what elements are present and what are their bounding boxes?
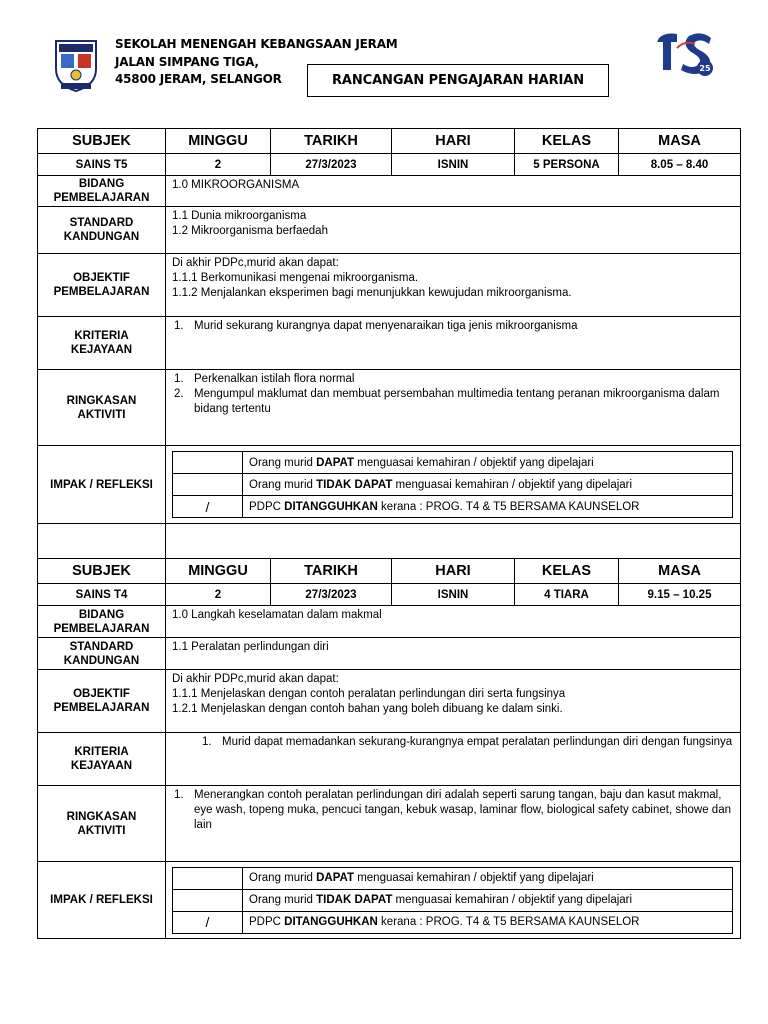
kriteria-row (38, 733, 741, 786)
svg-text:25: 25 (699, 64, 711, 73)
reflection-mark (173, 474, 243, 496)
hari-value: ISNIN (392, 154, 515, 176)
header-hari: HARI (392, 559, 515, 584)
kriteria-label: KRITERIA KEJAYAAN (38, 317, 166, 370)
impak-label: IMPAK / REFLEKSI (38, 862, 166, 939)
school-address-line: 45800 JERAM, SELANGOR (115, 72, 282, 86)
standard-row (38, 638, 741, 670)
reflection-dapat: Orang murid DAPAT menguasai kemahiran / objektif yang dipelajari (243, 867, 733, 889)
reflection-ditangguhkan: PDPC DITANGGUHKAN kerana : PROG. T4 & T5 BERSAMA KAUNSELOR (243, 496, 733, 518)
kelas-value: 4 TIARA (515, 584, 619, 606)
lesson-info-row (38, 154, 741, 176)
ringkasan-label: RINGKASAN AKTIVITI (38, 370, 166, 446)
header-tarikh: TARIKH (271, 129, 392, 154)
kriteria-content (166, 317, 741, 370)
standard-content: 1.1 Peralatan perlindungan diri (166, 638, 741, 670)
bidang-row (38, 606, 741, 638)
kelas-value: 5 PERSONA (515, 154, 619, 176)
lesson-plan-table (37, 128, 741, 939)
school-address-line: JALAN SIMPANG TIGA, (115, 54, 259, 69)
header-kelas: KELAS (515, 559, 619, 584)
header-minggu: MINGGU (166, 559, 271, 584)
list-item: 2. Mengumpul maklumat dan membuat persembahan multimedia tentang peranan mikroorganisma dalam bidang tertentu (174, 388, 720, 415)
school-name: SEKOLAH MENENGAH KEBANGSAAN JERAM (115, 37, 398, 51)
ringkasan-row (38, 370, 741, 446)
standard-label: STANDARD KANDUNGAN (38, 638, 166, 670)
header-minggu: MINGGU (166, 129, 271, 154)
header-kelas: KELAS (515, 129, 619, 154)
impak-row (38, 862, 741, 939)
header-subjek: SUBJEK (38, 129, 166, 154)
ringkasan-label: RINGKASAN AKTIVITI (38, 786, 166, 862)
hari-value: ISNIN (392, 584, 515, 606)
kriteria-content (166, 733, 741, 786)
impak-label: IMPAK / REFLEKSI (38, 446, 166, 524)
reflection-mark (173, 867, 243, 889)
minggu-value: 2 (166, 154, 271, 176)
tarikh-value: 27/3/2023 (271, 584, 392, 606)
masa-value: 8.05 – 8.40 (619, 154, 741, 176)
objektif-content: Di akhir PDPc,murid akan dapat: 1.1.1 Berkomunikasi mengenai mikroorganisma. 1.1.2 Menjalankan eksperimen bagi menunjukkan kewujudan mikroorganisma. (166, 254, 741, 317)
objektif-label: OBJEKTIF PEMBELAJARAN (38, 254, 166, 317)
impak-content (166, 446, 741, 524)
lesson-info-row (38, 584, 741, 606)
kriteria-label: KRITERIA KEJAYAAN (38, 733, 166, 786)
bidang-label: BIDANG PEMBELAJARAN (38, 606, 166, 638)
impak-content (166, 862, 741, 939)
list-item: 1. Murid sekurang kurangnya dapat menyenaraikan tiga jenis mikroorganisma (174, 320, 578, 332)
reflection-dapat: Orang murid DAPAT menguasai kemahiran / objektif yang dipelajari (243, 452, 733, 474)
tarikh-value: 27/3/2023 (271, 154, 392, 176)
reflection-tidak-dapat: Orang murid TIDAK DAPAT menguasai kemahiran / objektif yang dipelajari (243, 474, 733, 496)
school-crest-logo (53, 39, 99, 93)
subjek-value: SAINS T4 (38, 584, 166, 606)
bidang-label: BIDANG PEMBELAJARAN (38, 176, 166, 207)
reflection-mark: / (173, 911, 243, 933)
bidang-row (38, 176, 741, 207)
bidang-content: 1.0 MIKROORGANISMA (166, 176, 741, 207)
header-tarikh: TARIKH (271, 559, 392, 584)
reflection-mark (173, 889, 243, 911)
list-item: 1. Perkenalkan istilah flora normal (174, 373, 355, 385)
ringkasan-row (38, 786, 741, 862)
header-masa: MASA (619, 559, 741, 584)
objektif-row (38, 254, 741, 317)
list-item: 1. Murid dapat memadankan sekurang-kurangnya empat peralatan perlindungan diri dengan fungsinya (202, 736, 733, 748)
header-row (38, 129, 741, 154)
document-title-text: RANCANGAN PENGAJARAN HARIAN (332, 73, 584, 88)
spacer-row (38, 524, 741, 559)
minggu-value: 2 (166, 584, 271, 606)
ts25-logo (655, 30, 717, 78)
standard-label: STANDARD KANDUNGAN (38, 207, 166, 254)
reflection-tidak-dapat: Orang murid TIDAK DAPAT menguasai kemahiran / objektif yang dipelajari (243, 889, 733, 911)
ringkasan-content (166, 786, 741, 862)
header-subjek: SUBJEK (38, 559, 166, 584)
reflection-ditangguhkan: PDPC DITANGGUHKAN kerana : PROG. T4 & T5 BERSAMA KAUNSELOR (243, 911, 733, 933)
kriteria-row (38, 317, 741, 370)
standard-content: 1.1 Dunia mikroorganisma 1.2 Mikroorganisma berfaedah (166, 207, 741, 254)
impak-row (38, 446, 741, 524)
list-item: 1. Menerangkan contoh peralatan perlindungan diri adalah seperti sarung tangan, baju dan kasut makmal, eye wash, topeng muka, pencuci tangan, kebuk wasap, laminar flow, biological safety cabinet, showe dan lain (174, 789, 731, 831)
header-hari: HARI (392, 129, 515, 154)
document-title (307, 64, 609, 97)
header-row (38, 559, 741, 584)
objektif-label: OBJEKTIF PEMBELAJARAN (38, 670, 166, 733)
objektif-content: Di akhir PDPc,murid akan dapat: 1.1.1 Menjelaskan dengan contoh peralatan perlindungan diri serta fungsinya 1.2.1 Menjelaskan dengan contoh bahan yang boleh dibuang ke dalam sinki. (166, 670, 741, 733)
subjek-value: SAINS T5 (38, 154, 166, 176)
ringkasan-content (166, 370, 741, 446)
masa-value: 9.15 – 10.25 (619, 584, 741, 606)
reflection-table (172, 451, 733, 518)
header-masa: MASA (619, 129, 741, 154)
objektif-row (38, 670, 741, 733)
reflection-table (172, 867, 733, 934)
standard-row (38, 207, 741, 254)
reflection-mark (173, 452, 243, 474)
bidang-content: 1.0 Langkah keselamatan dalam makmal (166, 606, 741, 638)
reflection-mark: / (173, 496, 243, 518)
